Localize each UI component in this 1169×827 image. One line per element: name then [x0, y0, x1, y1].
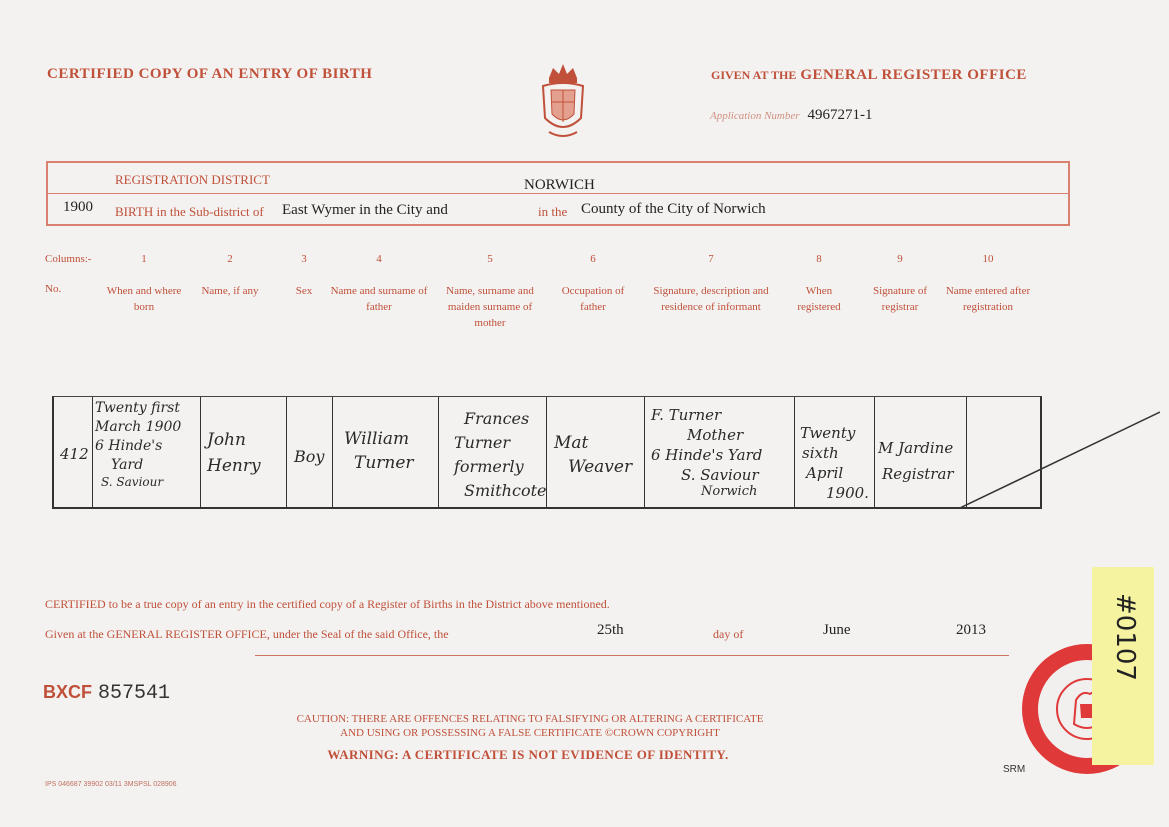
father-occupation: Mat Weaver [554, 433, 633, 477]
subdistrict-value: East Wymer in the City and [282, 202, 448, 218]
birth-entry-row [52, 396, 1042, 509]
column-heading-10: Name entered after registration [945, 285, 1031, 313]
informant-details: F. Turner Mother 6 Hinde's Yard S. Saviour Norwich [651, 406, 763, 499]
sticky-note [1092, 567, 1154, 765]
column-heading-6: Occupation of father [561, 285, 625, 313]
serial-number: BXCF 857541 [43, 682, 171, 705]
columns-label: Columns:- [45, 253, 92, 265]
column-number-2: 2 [227, 253, 233, 265]
given-at-statement: Given at the GENERAL REGISTER OFFICE, under the Seal of the said Office, the [45, 627, 449, 641]
certificate-title: CERTIFIED COPY OF AN ENTRY OF BIRTH [47, 66, 373, 82]
sticky-note-text: #0107 [1110, 593, 1140, 681]
column-heading-9: Signature of registrar [872, 285, 928, 313]
identity-warning: WARNING: A CERTIFICATE IS NOT EVIDENCE OF IDENTITY. [327, 747, 729, 762]
child-sex: Boy [294, 447, 325, 466]
subdistrict-label: BIRTH in the Sub-district of [115, 204, 264, 219]
column-number-9: 9 [897, 253, 903, 265]
in-the-label: in the [538, 204, 568, 219]
column-number-6: 6 [590, 253, 596, 265]
certification-rule [255, 655, 1009, 656]
no-label: No. [45, 283, 62, 295]
entry-number: 412 [60, 445, 89, 463]
cancel-strike-line [960, 408, 1160, 518]
county-value: County of the City of Norwich [581, 201, 766, 217]
office-name: GENERAL REGISTER OFFICE [800, 67, 1027, 83]
column-number-1: 1 [141, 253, 147, 265]
column-number-10: 10 [982, 253, 994, 265]
column-number-3: 3 [301, 253, 307, 265]
column-heading-3: Sex [295, 285, 313, 297]
application-number: 4967271-1 [807, 107, 873, 123]
mother-name: Frances Turner formerly Smithcote [454, 409, 547, 500]
column-number-7: 7 [708, 253, 714, 265]
column-number-5: 5 [487, 253, 493, 265]
day-of-label: day of [713, 627, 744, 641]
column-number-4: 4 [376, 253, 382, 265]
registration-year: 1900 [63, 199, 93, 215]
caution-line-2: AND USING OR POSSESSING A FALSE CERTIFICATE ©CROWN COPYRIGHT [340, 727, 720, 739]
column-heading-4: Name and surname of father [330, 285, 428, 313]
form-code: IPS 046687 39902 03/11 3MSPSL 028906 [45, 781, 177, 788]
when-registered: Twenty sixth April 1900. [800, 424, 869, 502]
certification-statement: CERTIFIED to be a true copy of an entry in the certified copy of a Register of Births in the District above mentioned. [45, 597, 610, 611]
column-heading-8: When registered [797, 285, 841, 313]
certified-month: June [823, 622, 851, 638]
father-name: William Turner [344, 429, 414, 473]
given-at-label: GIVEN AT THE [711, 68, 797, 82]
registration-district-label: REGISTRATION DISTRICT [115, 172, 270, 187]
registration-district-value: NORWICH [524, 177, 595, 193]
application-label: Application Number [710, 110, 800, 122]
clerk-initials: SRM [1003, 764, 1026, 775]
column-heading-2: Name, if any [201, 285, 259, 297]
royal-crest-icon [535, 60, 591, 144]
column-number-8: 8 [816, 253, 822, 265]
caution-line-1: CAUTION: THERE ARE OFFENCES RELATING TO FALSIFYING OR ALTERING A CERTIFICATE [296, 713, 764, 725]
column-heading-1: When and where born [106, 285, 182, 313]
column-heading-7: Signature, description and residence of informant [653, 285, 769, 313]
certified-year: 2013 [956, 622, 986, 638]
registration-district-box [46, 161, 1070, 226]
child-name: John Henry [207, 430, 261, 476]
when-where-born: Twenty first March 1900 6 Hinde's Yard S. Saviour [95, 400, 182, 489]
column-heading-5: Name, surname and maiden surname of mother [446, 285, 534, 329]
registrar-signature: M Jardine Registrar [878, 439, 954, 483]
certified-day: 25th [597, 622, 624, 638]
